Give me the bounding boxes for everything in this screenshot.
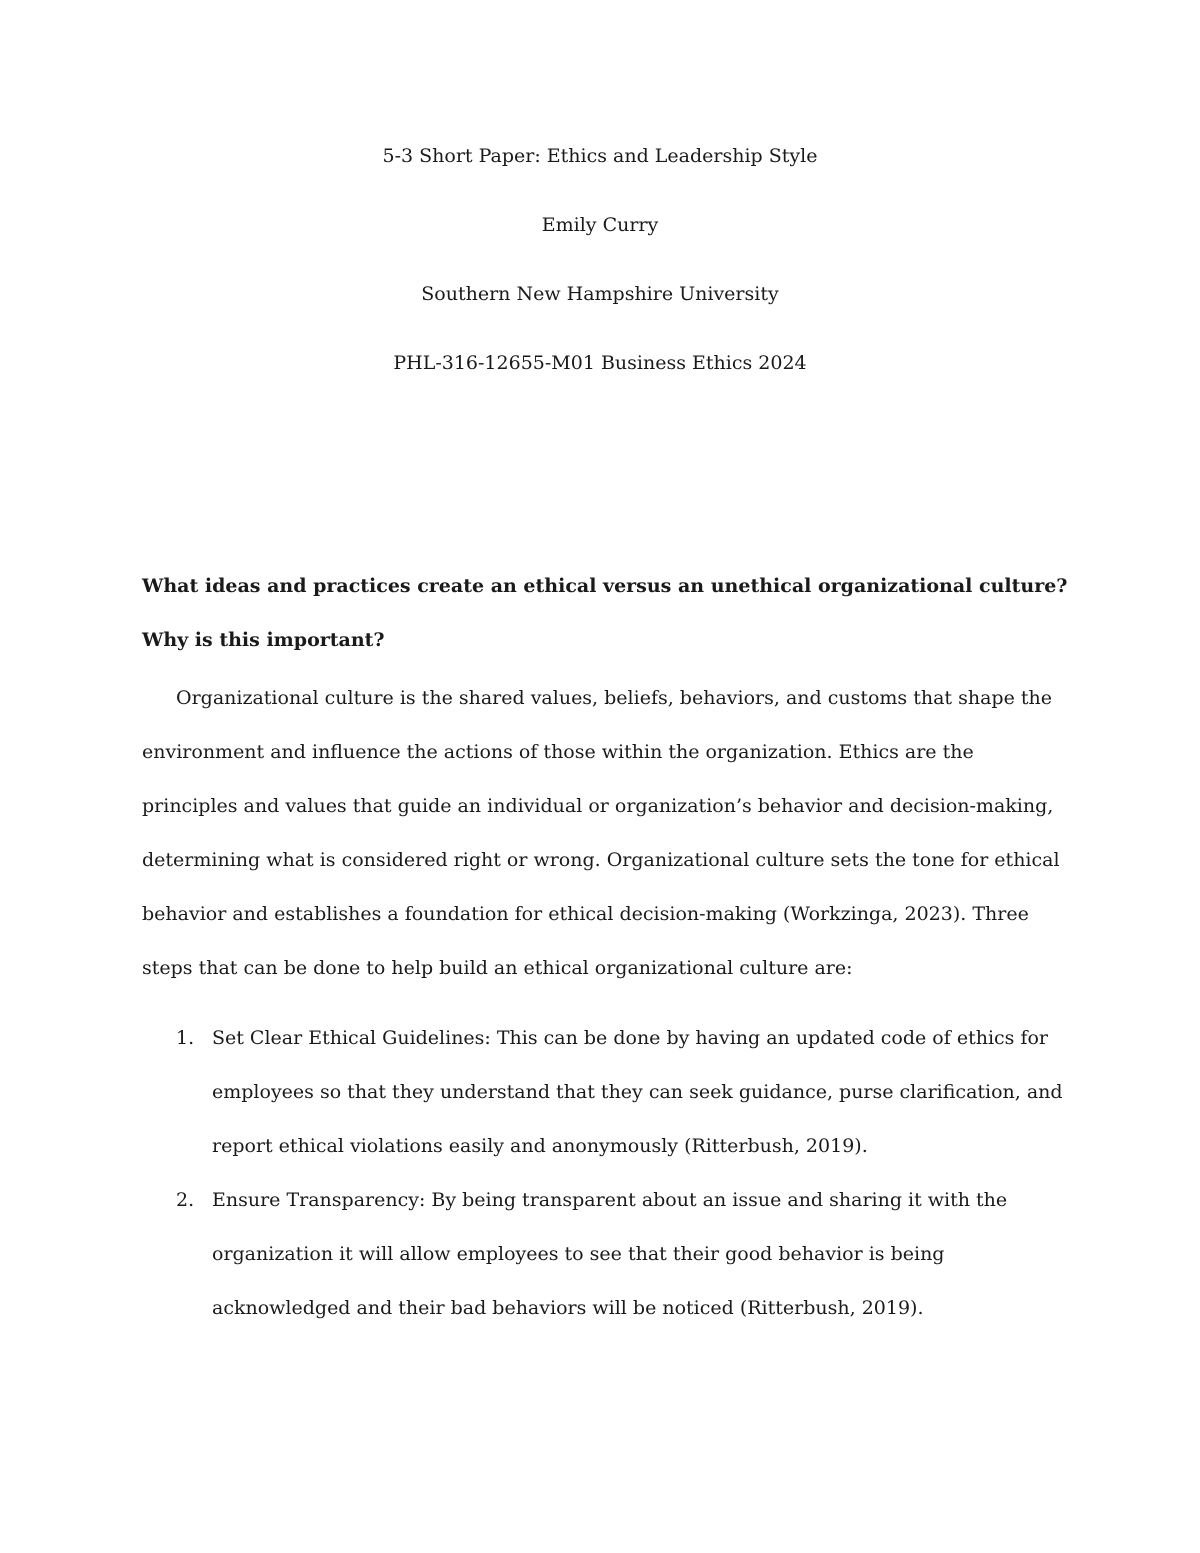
list-item — [142, 1011, 1072, 1173]
title-block — [0, 140, 1200, 416]
list-item-number: 1. — [176, 1027, 195, 1049]
section-question-heading: What ideas and practices create an ethical versus an unethical organizational culture? Why is this important? — [142, 575, 1068, 651]
course-name: PHL-316-12655-M01 Business Ethics 2024 — [393, 352, 807, 374]
list-item-number: 2. — [176, 1189, 195, 1211]
paper-title: 5-3 Short Paper: Ethics and Leadership Style — [382, 145, 818, 167]
body-paragraph: Organizational culture is the shared values, beliefs, behaviors, and customs that shape the environment and influence the actions of those within the organization. Ethics are the principles and values that guide an individual or organization’s behavior and decision-making, determining what is considered right or wrong. Organizational culture sets the tone for ethical behavior and establishes a foundation for ethical decision-making (Workzinga, 2023). Three steps that can be done to help build an ethical organizational culture are: — [142, 687, 1060, 979]
author-name: Emily Curry — [541, 214, 659, 236]
list-item-text: Set Clear Ethical Guidelines: This can be done by having an updated code of ethics for employees so that they understand that they can seek guidance, purse clarification, and report ethical violations easily and anonymously (Ritterbush, 2019). — [212, 1027, 1063, 1157]
list-item-text: Ensure Transparency: By being transparent about an issue and sharing it with the organization it will allow employees to see that their good behavior is being acknowledged and their bad behaviors will be noticed (Ritterbush, 2019). — [212, 1189, 1008, 1319]
institution-name: Southern New Hampshire University — [421, 283, 779, 305]
steps-list — [142, 1011, 1072, 1335]
list-item — [142, 1173, 1072, 1335]
